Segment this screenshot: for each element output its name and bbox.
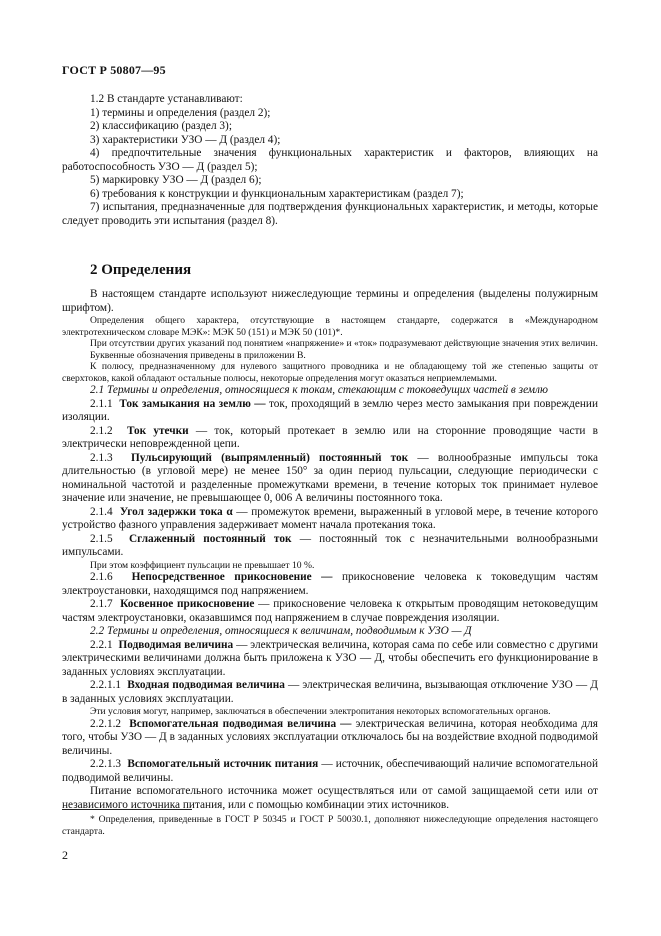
list-item: 7) испытания, предназначенные для подтверждения функциональных характеристик, и методы, которые следует проводить эти испытания (раздел 8). bbox=[62, 201, 598, 227]
term-number: 2.1.2 bbox=[90, 424, 113, 437]
term-definition: прикосновение человека к токоведущим частям электроустановки, находящимся под напряжением. bbox=[62, 571, 598, 597]
term: Косвенное прикосновение bbox=[120, 598, 255, 610]
subsection-heading: 2.1 Термины и определения, относящиеся к токам, стекающим с токоведущих частей в землю bbox=[90, 384, 548, 396]
term-number: 2.1.3 bbox=[90, 451, 113, 464]
term: Вспомогательная подводимая величина — bbox=[129, 717, 352, 730]
term-definition: — электрическая величина, которая сама по себе или совместно с другими электрическими величинами должна быть приложена к УЗО — Д, чтобы обеспечить его функционирование в заданных условиях эксплуатации. bbox=[62, 638, 598, 678]
subsection-heading: 2.2 Термины и определения, относящиеся к величинам, подводимым к УЗО — Д bbox=[90, 625, 472, 637]
term-definition: ток, проходящий в землю через место замыкания при повреждении изоляции. bbox=[62, 397, 598, 423]
paragraph: В настоящем стандарте используют нижеследующие термины и определения (выделены полужирным шрифтом). bbox=[62, 288, 598, 314]
definitions-body bbox=[62, 288, 598, 812]
term-definition: электрическая величина, которая необходима для того, чтобы УЗО — Д в заданных условиях эксплуатации отключалось бы на воздействие входной подводимой величины. bbox=[62, 717, 598, 757]
paragraph: Питание вспомогательного источника может осуществляться или от самой защищаемой сети или от независимого источника питания, или с помощью комбинации этих источников. bbox=[62, 785, 598, 811]
definition bbox=[62, 718, 598, 759]
definition bbox=[62, 398, 598, 425]
term: Ток замыкания на землю — bbox=[119, 397, 266, 410]
term: Непосредственное прикосновение — bbox=[131, 571, 333, 583]
term-number: 2.2.1.1 bbox=[90, 679, 122, 691]
definition bbox=[62, 452, 598, 506]
definition bbox=[62, 506, 598, 533]
term-number: 2.1.4 bbox=[90, 505, 113, 518]
definition bbox=[62, 425, 598, 452]
term-number: 2.1.7 bbox=[90, 598, 113, 610]
term-definition: — электрическая величина, вызывающая отключение УЗО — Д в заданных условиях эксплуатации. bbox=[62, 679, 598, 705]
term-definition: — волнообразные импульсы тока длительностью (в угловой мере) не менее 150° за один период пульсации, следующие периодически с номинальной частотой и разделенные промежутками времени, в течение которых ток принимает нулевое значение или значение, не превышающее 0, 006 А величины постоянного тока. bbox=[62, 451, 599, 504]
term: Подводимая величина bbox=[118, 638, 234, 651]
paragraph: Определения общего характера, отсутствующие в настоящем стандарте, содержатся в «Международном электротехническом словаре МЭК»: МЭК 50 (151) и МЭК 50 (101)*. bbox=[62, 315, 598, 338]
term: Сглаженный постоянный ток bbox=[128, 532, 292, 545]
scope-list bbox=[62, 93, 598, 228]
list-item: 5) маркировку УЗО — Д (раздел 6); bbox=[90, 174, 262, 186]
section-title: 2 Определения bbox=[90, 262, 192, 278]
definition bbox=[62, 758, 598, 785]
term-definition: — промежуток времени, выраженный в угловой мере, в течение которого устройство фазного управления задерживает момент начала протекания тока. bbox=[62, 505, 598, 531]
term-number: 2.1.1 bbox=[90, 397, 113, 410]
definition bbox=[62, 598, 598, 625]
term-definition: — источник, обеспечивающий наличие вспомогательной подводимой величины. bbox=[62, 758, 598, 784]
term: Вспомогательный источник питания bbox=[127, 758, 319, 770]
term-number: 2.1.5 bbox=[90, 532, 113, 545]
term-number: 2.2.1.2 bbox=[90, 717, 122, 730]
note: При этом коэффициент пульсации не превышает 10 %. bbox=[90, 559, 315, 571]
page-number: 2 bbox=[62, 848, 68, 862]
list-item: 4) предпочтительные значения функциональных характеристик и факторов, влияющих на работоспособность УЗО — Д (раздел 5); bbox=[62, 147, 598, 173]
definition bbox=[62, 639, 598, 680]
footnote-divider bbox=[62, 809, 192, 810]
footnote: * Определения, приведенные в ГОСТ Р 50345 и ГОСТ Р 50030.1, дополняют нижеследующие определения настоящего стандарта. bbox=[62, 814, 598, 837]
list-item: 6) требования к конструкции и функциональным характеристикам (раздел 7); bbox=[90, 187, 464, 200]
term-number: 2.2.1.3 bbox=[90, 758, 122, 770]
term-number: 2.1.6 bbox=[90, 571, 113, 583]
definition bbox=[62, 571, 598, 598]
document-header: ГОСТ Р 50807—95 bbox=[62, 63, 166, 77]
note: Эти условия могут, например, заключаться в обеспечении электропитания некоторых вспомогательных органов. bbox=[90, 706, 551, 717]
list-item: 1) термины и определения (раздел 2); bbox=[90, 106, 271, 119]
definition bbox=[62, 533, 598, 560]
definition bbox=[62, 679, 598, 706]
term: Угол задержки тока α bbox=[119, 505, 233, 518]
list-intro: 1.2 В стандарте устанавливают: bbox=[90, 93, 243, 105]
term: Пульсирующий (выпрямленный) постоянный ток bbox=[130, 451, 409, 464]
term: Ток утечки bbox=[126, 424, 189, 437]
term: Входная подводимая величина bbox=[127, 679, 285, 691]
term-definition: — прикосновение человека к открытым проводящим нетоковедущим частям электроустановки, оказавшимся под напряжением в случае повреждения изоляции. bbox=[62, 598, 598, 624]
term-definition: — ток, который протекает в землю или на сторонние проводящие части в электрически неповрежденной цепи. bbox=[62, 424, 598, 450]
term-number: 2.2.1 bbox=[90, 638, 113, 651]
paragraph: К полюсу, предназначенному для нулевого защитного проводника и не обладающему той же степенью защиты от сверхтоков, какой обладают остальные полюсы, некоторые определения могут оказаться неприемлемыми. bbox=[62, 361, 598, 384]
paragraph: При отсутствии других указаний под понятием «напряжение» и «ток» подразумевают действующие значения этих величин. bbox=[90, 338, 598, 349]
list-item: 3) характеристики УЗО — Д (раздел 4); bbox=[90, 133, 281, 146]
term-definition: — постоянный ток с незначительными волнообразными импульсами. bbox=[62, 532, 599, 558]
paragraph: Буквенные обозначения приведены в приложении В. bbox=[90, 349, 306, 361]
list-item: 2) классификацию (раздел 3); bbox=[90, 120, 232, 132]
